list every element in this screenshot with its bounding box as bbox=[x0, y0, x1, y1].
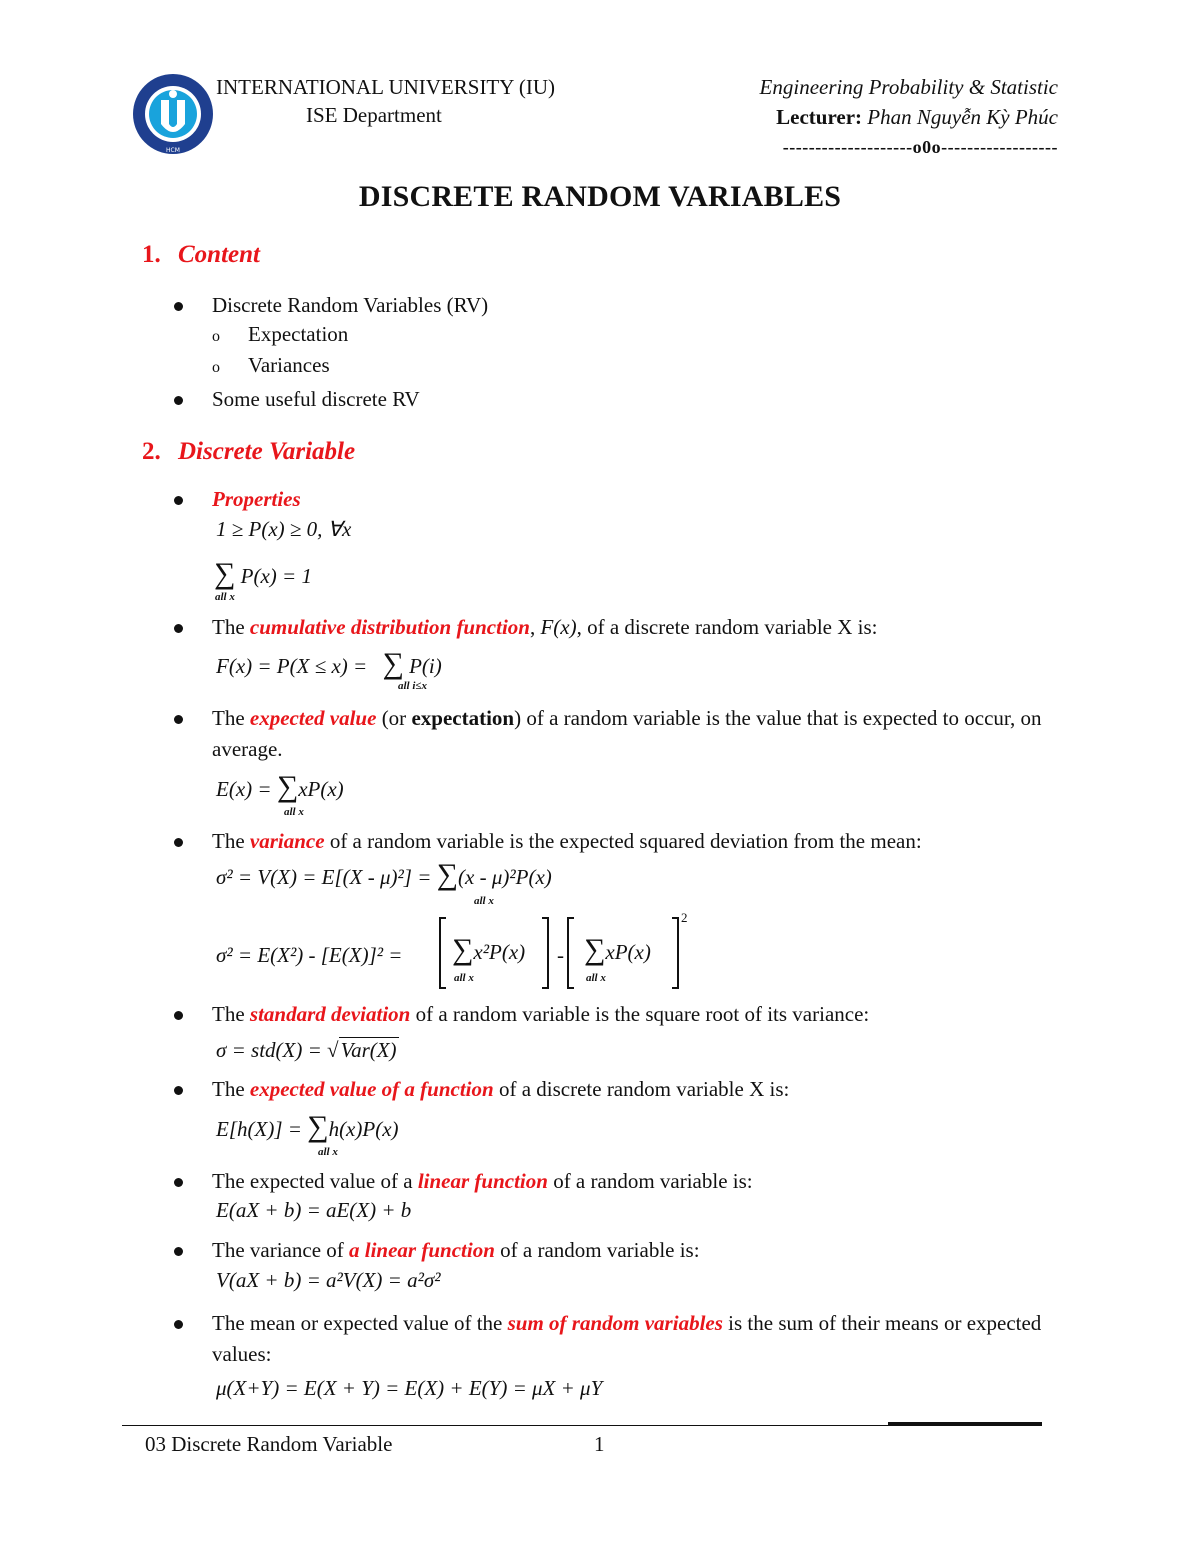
bullet-icon bbox=[174, 1011, 183, 1020]
formula-linear-variance: V(aX + b) = a²V(X) = a²σ² bbox=[216, 1268, 441, 1292]
sum-icon: ∑ bbox=[276, 770, 299, 803]
formula-variance-1: σ² = V(X) = E[(X - μ)²] = ∑(x - μ)²P(x) bbox=[216, 858, 552, 891]
sum-subscript: all x bbox=[454, 972, 474, 984]
bullet-icon bbox=[174, 302, 183, 311]
footer-title: 03 Discrete Random Variable bbox=[145, 1432, 393, 1456]
section-number: 1. bbox=[142, 241, 161, 268]
svg-text:HCM: HCM bbox=[166, 147, 180, 154]
sum-icon: ∑ bbox=[452, 933, 474, 966]
header-separator: --------------------o0o------------------ bbox=[782, 137, 1058, 157]
course-name: Engineering Probability & Statistic bbox=[759, 75, 1058, 99]
bullet-icon bbox=[174, 1247, 183, 1256]
bullet-icon bbox=[174, 715, 183, 724]
expected-value-description: The expected value (or expectation) of a random variable is the value that is expected to occur, on average. bbox=[212, 706, 1042, 761]
formula-sum-rv: μ(X+Y) = E(X + Y) = E(X) + E(Y) = μX + μY bbox=[216, 1376, 603, 1400]
sub-bullet-icon: o bbox=[212, 328, 220, 345]
formula-sum-probability: ∑ P(x) = 1 bbox=[214, 557, 312, 590]
formula-linear-expectation: E(aX + b) = aE(X) + b bbox=[216, 1198, 412, 1222]
formula-variance-2-sum: ∑x²P(x) bbox=[452, 933, 526, 966]
sum-icon: ∑ bbox=[382, 647, 404, 680]
formula-function: E[h(X)] = ∑h(x)P(x) bbox=[216, 1110, 399, 1143]
sum-rv-description: The mean or expected value of the sum of random variables is the sum of their means or expected values: bbox=[212, 1311, 1042, 1366]
sum-subscript: all x bbox=[215, 591, 235, 603]
lecturer-line bbox=[760, 102, 1058, 132]
sub-bullet-icon: o bbox=[212, 359, 220, 376]
sum-subscript: all x bbox=[284, 806, 304, 818]
sum-icon: ∑ bbox=[214, 557, 236, 590]
section-number: 2. bbox=[142, 438, 161, 465]
exponent: 2 bbox=[681, 910, 688, 925]
bullet-icon bbox=[174, 496, 183, 505]
page-title: DISCRETE RANDOM VARIABLES bbox=[358, 180, 842, 213]
sum-icon: ∑ bbox=[436, 858, 459, 891]
bullet-icon bbox=[174, 1320, 183, 1329]
std-description: The standard deviation of a random variable is the square root of its variance: bbox=[212, 1002, 870, 1026]
list-item: Some useful discrete RV bbox=[212, 387, 420, 411]
formula-expected-value: E(x) = ∑xP(x) bbox=[216, 770, 344, 803]
bullet-icon bbox=[174, 1178, 183, 1187]
properties-label: Properties bbox=[212, 487, 301, 511]
sqrt-icon: √ bbox=[327, 1038, 339, 1062]
cdf-description: The cumulative distribution function, F(x), of a discrete random variable X is: bbox=[212, 615, 878, 639]
list-item: Discrete Random Variables (RV) bbox=[212, 293, 489, 317]
sub-list-item: Variances bbox=[248, 353, 330, 377]
formula-probability-bounds: 1 ≥ P(x) ≥ 0, ∀x bbox=[216, 517, 352, 541]
university-name: INTERNATIONAL UNIVERSITY (IU) bbox=[216, 75, 556, 99]
minus-sign: - bbox=[557, 943, 564, 967]
sum-subscript: all x bbox=[318, 1146, 338, 1158]
formula-std: σ = std(X) = √Var(X) bbox=[216, 1038, 397, 1062]
sum-subscript: all i≤x bbox=[398, 680, 427, 692]
bullet-icon bbox=[174, 1086, 183, 1095]
university-logo-icon bbox=[131, 72, 215, 156]
sum-icon: ∑ bbox=[584, 933, 606, 966]
formula-variance-2: σ² = E(X²) - [E(X)]² = bbox=[216, 943, 403, 967]
lecturer-name: Phan Nguyễn Kỳ Phúc bbox=[867, 105, 1058, 129]
formula-cdf: F(x) = P(X ≤ x) = ∑ P(i) bbox=[216, 647, 442, 680]
bullet-icon bbox=[174, 624, 183, 633]
bullet-icon bbox=[174, 838, 183, 847]
department-name: ISE Department bbox=[306, 103, 442, 127]
section-title: Content bbox=[178, 241, 260, 268]
sum-icon: ∑ bbox=[307, 1110, 329, 1143]
lecturer-label: Lecturer: bbox=[776, 105, 863, 129]
linear-expectation-description: The expected value of a linear function of a random variable is: bbox=[212, 1169, 753, 1193]
page-number: 1 bbox=[594, 1432, 605, 1456]
sum-subscript: all x bbox=[586, 972, 606, 984]
linear-variance-description: The variance of a linear function of a random variable is: bbox=[212, 1238, 700, 1262]
formula-variance-2-sum2: ∑xP(x) bbox=[584, 933, 651, 966]
footer-rule bbox=[122, 1425, 1042, 1426]
header-right bbox=[760, 72, 1058, 162]
section-title: Discrete Variable bbox=[178, 438, 356, 465]
section-heading-content bbox=[142, 241, 260, 269]
sub-list-item: Expectation bbox=[248, 322, 349, 346]
section-heading-discrete-variable bbox=[142, 438, 355, 466]
function-description: The expected value of a function of a discrete random variable X is: bbox=[212, 1077, 790, 1101]
sum-subscript: all x bbox=[474, 895, 494, 907]
bullet-icon bbox=[174, 396, 183, 405]
variance-description: The variance of a random variable is the expected squared deviation from the mean: bbox=[212, 829, 922, 853]
